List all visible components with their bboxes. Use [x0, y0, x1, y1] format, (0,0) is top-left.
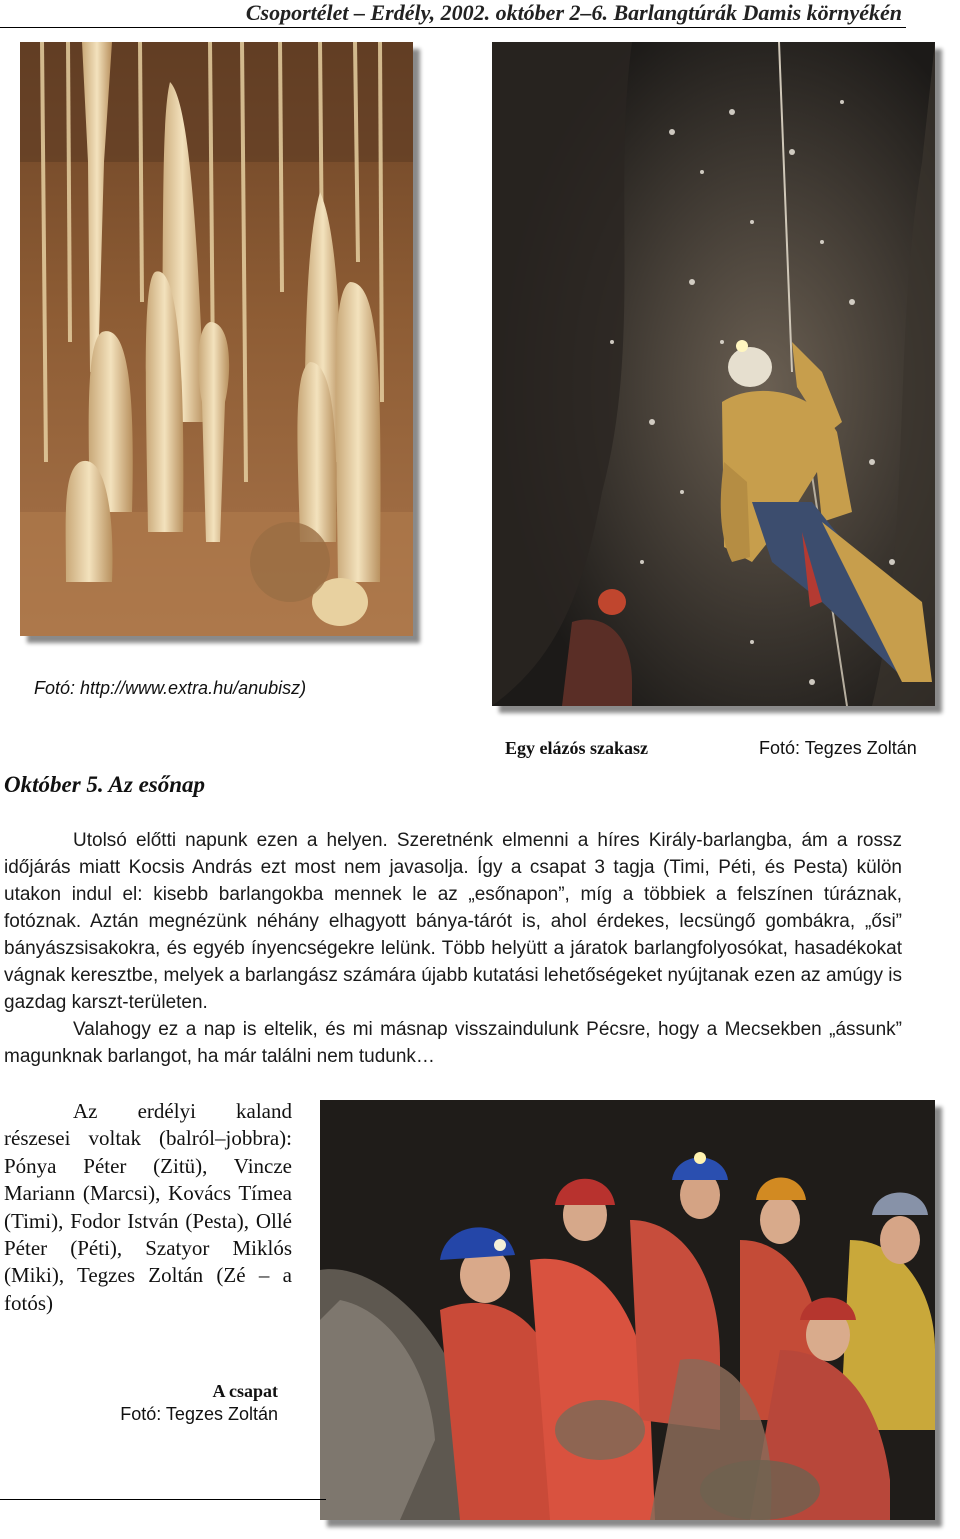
body-paragraph-1: Utolsó előtti napunk ezen a helyen. Szeretnénk elmenni a híres Király-barlangba, ám a rossz időjárás miatt Kocsis András ezt most nem javasolja. Így a csapat 3 tagja (Timi, Péti, és Pesta) külön utakon indul el: kisebb barlangokba mennek le az „esőnapon”, míg a többiek a felszínen túráznak, fotóznak. Aztán megnézünk néhány elhagyott bánya-tárót is, ahol érdekes, lecsüngő gombákra, „ősi” bányászsisakokra, és egyéb ínyencségekre lelünk. Több helyütt a járatok barlangfolyosókat, hasadékokat vágnak keresztbe, melyek a barlangász számára újabb kutatási lehetőségeket nyújtanak ezen az amúgy is gazdag karszt-területen. [4, 830, 902, 1013]
stalactite-photo [20, 42, 413, 636]
body-paragraph-2: Valahogy ez a nap is eltelik, és mi másnap visszaindulunk Pécsre, hogy a Mecsekben „ássunk” magunknak barlangot, ha már találni nem tudunk… [4, 1019, 902, 1067]
rappel-photo-image [492, 42, 935, 706]
photo2-credit: Fotó: Tegzes Zoltán [759, 738, 917, 758]
rappel-photo [492, 42, 935, 706]
header-rule [0, 27, 906, 28]
team-photo-title: A csapat [212, 1381, 278, 1401]
team-description [4, 1098, 292, 1317]
footer-rule [0, 1499, 326, 1500]
article-body [4, 827, 902, 1070]
team-photo-credit: Fotó: Tegzes Zoltán [120, 1404, 278, 1424]
photo1-caption: Fotó: http://www.extra.hu/anubisz) [34, 678, 307, 698]
photo2-title: Egy elázós szakasz [505, 738, 648, 758]
stalactite-photo-image [20, 42, 413, 636]
team-photo [320, 1100, 935, 1520]
section-heading: Október 5. Az esőnap [4, 772, 206, 797]
team-photo-image [320, 1100, 935, 1520]
running-header: Csoportélet – Erdély, 2002. október 2–6. Barlangtúrák Damis környékén [245, 0, 902, 25]
team-members-text: Az erdélyi kaland részesei voltak (balról–jobbra): Pónya Péter (Zitü), Vincze Mariann (Marcsi), Kovács Tímea (Timi), Fodor István (Pesta), Ollé Péter (Péti), Szatyor Miklós (Miki), Tegzes Zoltán (Zé – a fotós) [4, 1099, 292, 1315]
